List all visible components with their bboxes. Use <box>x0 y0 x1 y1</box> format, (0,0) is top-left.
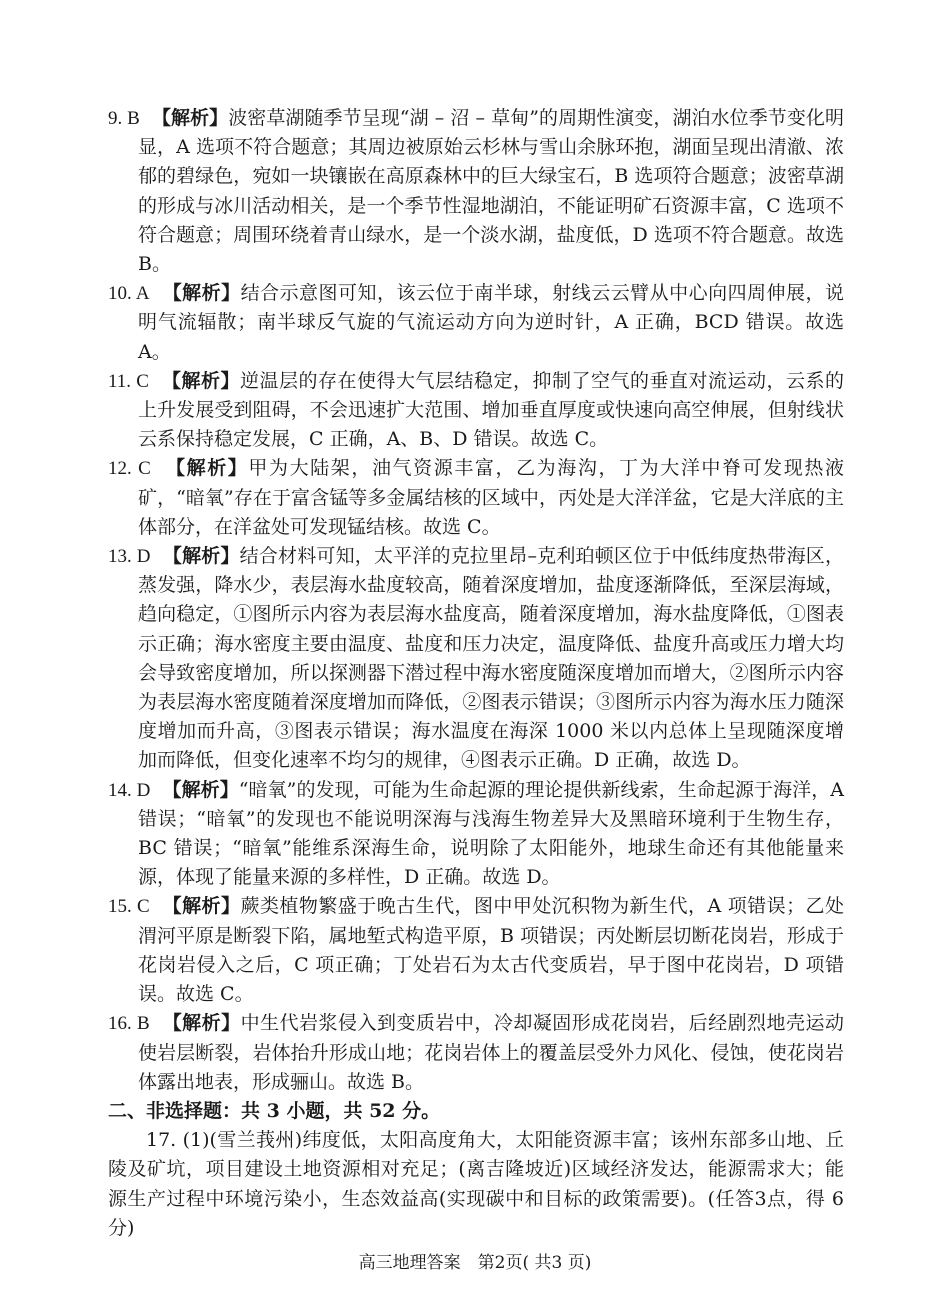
answer-number: 9. B <box>108 108 140 129</box>
answer-number: 10. A <box>108 283 150 305</box>
answer-number: 16. B <box>108 1013 150 1035</box>
answer-item-17: 17. (1)(雪兰莪州)纬度低，太阳高度角大，太阳能资源丰富；该州东部多山地、丘陵及矿坑，项目建设土地资源相对充足；(离吉隆坡近)区域经济发达，能源需求大；能源生产过程中环境污染小，生态效益高(实现碳中和目标的政策需要)。(任答3点，得 6 分) <box>108 1129 844 1239</box>
section-title: 二、非选择题：共 3 小题，共 52 分。 <box>108 1099 441 1122</box>
answer-item-14 <box>108 776 844 893</box>
answer-item-9 <box>108 104 844 279</box>
analysis-tag: 【解析】 <box>162 282 241 305</box>
answer-number: 15. C <box>108 896 150 918</box>
answer-item-12 <box>108 454 844 542</box>
analysis-tag: 【解析】 <box>162 778 239 801</box>
answer-content <box>108 104 844 1243</box>
answer-item-15 <box>108 892 844 1009</box>
analysis-tag: 【解析】 <box>162 545 240 568</box>
answer-text: 结合材料可知，太平洋的克拉里昂–克利珀顿区位于中低纬度热带海区，蒸发强，降水少，表层海水盐度较高，随着深度增加，盐度逐渐降低，至深层海域，趋向稳定，①图所示内容为表层海水盐度高，随着深度增加，海水盐度降低，①图表示正确；海水密度主要由温度、盐度和压力决定，温度降低、盐度升高或压力增大均会导致密度增加，所以探测器下潜过程中海水密度随深度增加而增大，②图所示内容为表层海水密度随着深度增加而降低，②图表示错误；③图所示内容为海水压力随深度增加而升高，③图表示错误；海水温度在海深 1000 米以内总体上呈现随深度增加而降低，但变化速率不均匀的规律，④图表示正确。D 正确，故选 D。 <box>138 545 844 772</box>
answer-number: 11. C <box>108 370 149 392</box>
answer-number: 12. C <box>108 458 151 480</box>
answer-item-11 <box>108 367 844 455</box>
answer-number: 13. D <box>108 546 151 568</box>
answer-item-13 <box>108 542 844 776</box>
analysis-tag: 【解析】 <box>162 895 241 918</box>
answer-text: 结合示意图可知，该云位于南半球，射线云云臂从中心向四周伸展，说明气流辐散；南半球反气旋的气流运动方向为逆时针，A 正确，BCD 错误。故选 A。 <box>138 282 844 363</box>
analysis-tag: 【解析】 <box>162 369 241 392</box>
answer-item-10 <box>108 279 844 367</box>
answer-text: 逆温层的存在使得大气层结稳定，抑制了空气的垂直对流运动，云系的上升发展受到阻碍，不会迅速扩大范围、增加垂直厚度或快速向高空伸展，但射线状云系保持稳定发展，C 正确，A、B、D 错误。故选 C。 <box>138 369 844 451</box>
answer-number: 14. D <box>108 779 151 801</box>
answer-item-16 <box>108 1009 844 1097</box>
analysis-tag: 【解析】 <box>166 457 249 480</box>
answer-text: 蕨类植物繁盛于晚古生代，图中甲处沉积物为新生代，A 项错误；乙处渭河平原是断裂下陷，属地堑式构造平原，B 项错误；丙处断层切断花岗岩，形成于花岗岩侵入之后，C 项正确；丁处岩石为太古代变质岩，早于图中花岗岩，D 项错误。故选 C。 <box>138 895 844 1006</box>
analysis-tag: 【解析】 <box>162 1012 241 1035</box>
answer-text: “暗氧”的发现，可能为生命起源的理论提供新线索，生命起源于海洋，A 错误；“暗氧”的发现也不能说明深海与浅海生物差异大及黑暗环境利于生物生存，BC 错误；“暗氧”能维系深海生命，说明除了太阳能外，地球生命还有其他能量来源，体现了能量来源的多样性，D 正确。故选 D。 <box>138 778 844 889</box>
analysis-tag: 【解析】 <box>151 107 229 129</box>
answer-text: 中生代岩浆侵入到变质岩中，冷却凝固形成花岗岩，后经剧烈地壳运动使岩层断裂，岩体抬升形成山地；花岗岩体上的覆盖层受外力风化、侵蚀，使花岗岩体露出地表，形成骊山。故选 B。 <box>138 1012 844 1093</box>
answer-text: 波密草湖随季节呈现“湖 – 沼 – 草甸”的周期性演变，湖泊水位季节变化明显，A 选项不符合题意；其周边被原始云杉林与雪山余脉环抱，湖面呈现出清澈、浓郁的碧绿色，宛如一块镶嵌在高原森林中的巨大绿宝石，B 选项符合题意；波密草湖的形成与冰川活动相关，是一个季节性湿地湖泊，不能证明矿石资源丰富，C 选项不符合题意；周围环绕着青山绿水，是一个淡水湖，盐度低，D 选项不符合题意。故选 B。 <box>138 107 844 276</box>
page-footer: 高三地理答案 第2页( 共3 页) <box>358 1253 592 1273</box>
answer-text: 甲为大陆架，油气资源丰富，乙为海沟，丁为大洋中脊可发现热液矿，“暗氧”存在于富含锰等多金属结核的区域中，丙处是大洋洋盆，它是大洋底的主体部分，在洋盆处可发现锰结核。故选 C。 <box>138 457 844 538</box>
